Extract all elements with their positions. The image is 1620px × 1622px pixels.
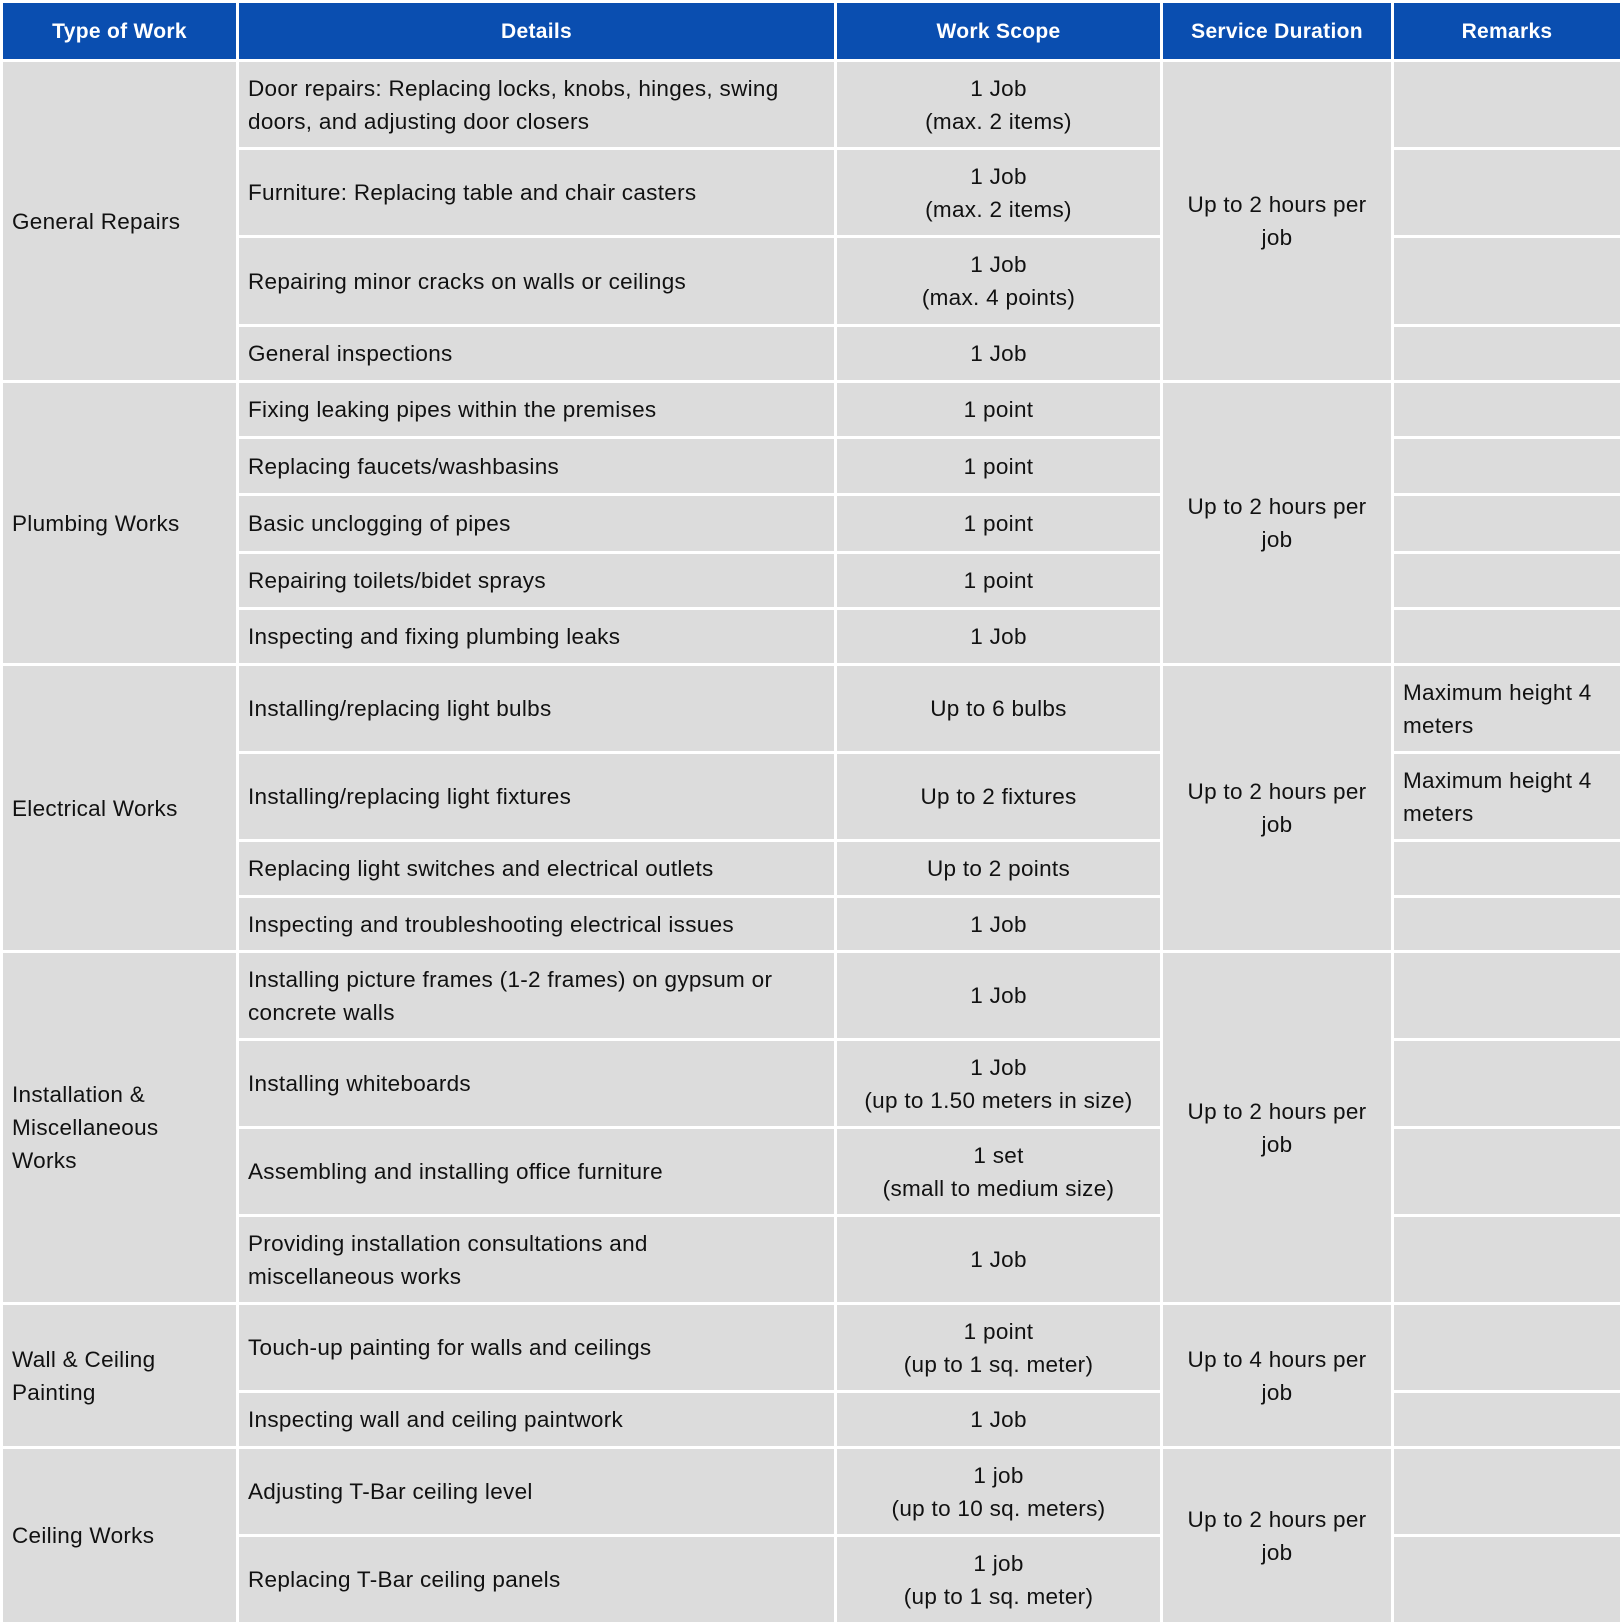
remarks-cell — [1394, 1041, 1620, 1126]
details-cell: Inspecting wall and ceiling paintwork — [239, 1393, 834, 1446]
work-type-cell: General Repairs — [3, 62, 236, 380]
remarks-cell — [1394, 1129, 1620, 1214]
details-cell: Basic unclogging of pipes — [239, 496, 834, 551]
details-cell: Assembling and installing office furniture — [239, 1129, 834, 1214]
details-cell: Inspecting and fixing plumbing leaks — [239, 610, 834, 663]
work-scope-cell: 1 Job — [837, 610, 1160, 663]
remarks-cell — [1394, 1449, 1620, 1534]
work-scope-cell: 1 Job — [837, 898, 1160, 950]
work-scope-cell: 1 point — [837, 383, 1160, 436]
remarks-cell — [1394, 327, 1620, 380]
work-scope-cell: 1 Job (max. 2 items) — [837, 62, 1160, 147]
service-duration-cell: Up to 2 hours per job — [1163, 666, 1391, 950]
remarks-cell — [1394, 238, 1620, 324]
work-scope-cell: Up to 2 fixtures — [837, 754, 1160, 839]
header-remarks: Remarks — [1394, 3, 1620, 59]
remarks-cell — [1394, 496, 1620, 551]
details-cell: Installing/replacing light bulbs — [239, 666, 834, 751]
remarks-cell: Maximum height 4 meters — [1394, 754, 1620, 839]
service-duration-cell: Up to 2 hours per job — [1163, 1449, 1391, 1622]
details-cell: Replacing light switches and electrical outlets — [239, 842, 834, 895]
work-scope-cell: 1 job (up to 1 sq. meter) — [837, 1537, 1160, 1622]
work-scope-cell: 1 Job — [837, 953, 1160, 1038]
details-cell: Furniture: Replacing table and chair casters — [239, 150, 834, 235]
work-scope-cell: 1 point (up to 1 sq. meter) — [837, 1305, 1160, 1390]
work-scope-cell: 1 Job — [837, 1217, 1160, 1302]
remarks-cell — [1394, 383, 1620, 436]
service-duration-cell: Up to 2 hours per job — [1163, 953, 1391, 1302]
work-scope-cell: 1 point — [837, 554, 1160, 607]
work-scope-cell: Up to 6 bulbs — [837, 666, 1160, 751]
header-details: Details — [239, 3, 834, 59]
details-cell: Replacing T-Bar ceiling panels — [239, 1537, 834, 1622]
work-scope-cell: 1 Job (max. 4 points) — [837, 238, 1160, 324]
details-cell: Installing whiteboards — [239, 1041, 834, 1126]
remarks-cell: Maximum height 4 meters — [1394, 666, 1620, 751]
work-type-cell: Electrical Works — [3, 666, 236, 950]
remarks-cell — [1394, 898, 1620, 950]
service-duration-cell: Up to 2 hours per job — [1163, 62, 1391, 380]
remarks-cell — [1394, 439, 1620, 493]
details-cell: Touch-up painting for walls and ceilings — [239, 1305, 834, 1390]
remarks-cell — [1394, 1537, 1620, 1622]
remarks-cell — [1394, 610, 1620, 663]
header-scope: Work Scope — [837, 3, 1160, 59]
remarks-cell — [1394, 953, 1620, 1038]
work-scope-cell: 1 point — [837, 439, 1160, 493]
details-cell: General inspections — [239, 327, 834, 380]
work-scope-cell: 1 Job — [837, 1393, 1160, 1446]
details-cell: Inspecting and troubleshooting electrical issues — [239, 898, 834, 950]
remarks-cell — [1394, 1217, 1620, 1302]
remarks-cell — [1394, 62, 1620, 147]
remarks-cell — [1394, 1305, 1620, 1390]
header-duration: Service Duration — [1163, 3, 1391, 59]
details-cell: Providing installation consultations and miscellaneous works — [239, 1217, 834, 1302]
remarks-cell — [1394, 1393, 1620, 1446]
header-type: Type of Work — [3, 3, 236, 59]
work-scope-cell: 1 Job (max. 2 items) — [837, 150, 1160, 235]
details-cell: Repairing toilets/bidet sprays — [239, 554, 834, 607]
work-scope-cell: 1 job (up to 10 sq. meters) — [837, 1449, 1160, 1534]
work-type-cell: Ceiling Works — [3, 1449, 236, 1622]
service-duration-cell: Up to 2 hours per job — [1163, 383, 1391, 663]
remarks-cell — [1394, 150, 1620, 235]
details-cell: Installing picture frames (1-2 frames) on gypsum or concrete walls — [239, 953, 834, 1038]
work-scope-cell: 1 set (small to medium size) — [837, 1129, 1160, 1214]
details-cell: Adjusting T-Bar ceiling level — [239, 1449, 834, 1534]
work-scope-cell: 1 Job — [837, 327, 1160, 380]
work-scope-cell: 1 Job (up to 1.50 meters in size) — [837, 1041, 1160, 1126]
work-scope-cell: 1 point — [837, 496, 1160, 551]
remarks-cell — [1394, 842, 1620, 895]
work-scope-cell: Up to 2 points — [837, 842, 1160, 895]
remarks-cell — [1394, 554, 1620, 607]
details-cell: Repairing minor cracks on walls or ceilings — [239, 238, 834, 324]
service-duration-cell: Up to 4 hours per job — [1163, 1305, 1391, 1446]
work-type-cell: Plumbing Works — [3, 383, 236, 663]
details-cell: Fixing leaking pipes within the premises — [239, 383, 834, 436]
details-cell: Door repairs: Replacing locks, knobs, hinges, swing doors, and adjusting door closers — [239, 62, 834, 147]
work-type-cell: Installation & Miscellaneous Works — [3, 953, 236, 1302]
work-type-cell: Wall & Ceiling Painting — [3, 1305, 236, 1446]
details-cell: Replacing faucets/washbasins — [239, 439, 834, 493]
details-cell: Installing/replacing light fixtures — [239, 754, 834, 839]
